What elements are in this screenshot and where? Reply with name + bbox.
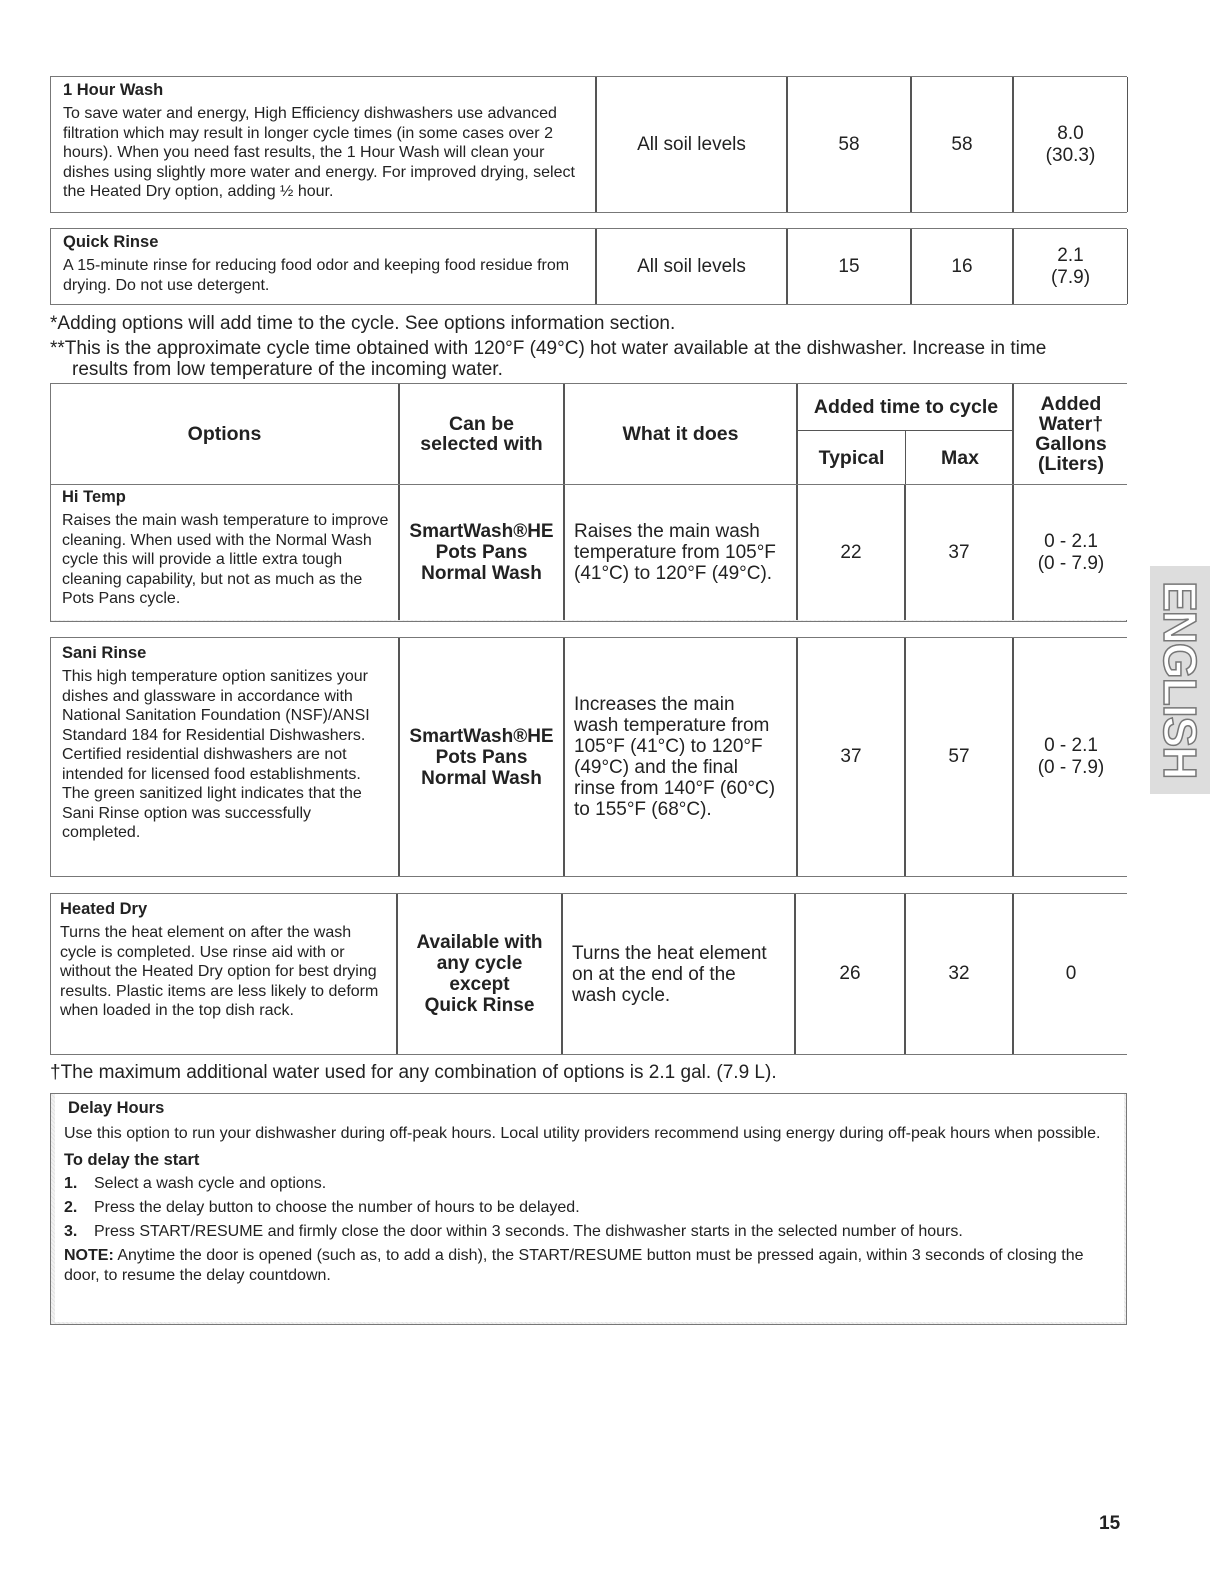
cycle-description-cell [51,229,596,304]
water-cell [1013,229,1128,304]
option-description: This high temperature option sanitizes your dishes and glassware in accordance with National Sanitation Foundation (NSF)/ANSI Standard 184 for Residential Dishwashers. Certified residential dishwashers are not intended for licensed food establishments. The green sanitized light indicates that the Sani Rinse option was successfully completed. [62,668,370,841]
step-number: 2. [64,1199,78,1216]
water-liters: (0 - 7.9) [1037,757,1105,778]
typical-time-cell [787,77,911,212]
typical-time-cell [787,229,911,304]
option-title: Sani Rinse [62,644,147,662]
typical-time-cell [797,638,905,876]
step-number: 1. [64,1175,78,1192]
selected-with-cell [399,485,564,620]
typical-time: 37 [840,746,862,767]
language-side-tab [1150,566,1210,794]
water-gallons: 8.0 [1057,122,1084,144]
delay-hours-content [55,1094,1124,1322]
cycle-title: 1 Hour Wash [63,81,164,99]
step-text: Press the delay button to choose the number of hours to be delayed. [94,1199,580,1216]
selectable-cycle: any cycle [436,953,523,974]
typical-time: 58 [838,133,860,155]
delay-step [64,1222,1112,1242]
options-header-cell [51,384,399,484]
max-time: 57 [948,746,970,767]
max-time-cell [911,77,1013,212]
typical-time: 22 [840,541,862,563]
selected-with-label: selected with [420,433,543,455]
delay-step [64,1198,1112,1218]
max-time-cell [911,229,1013,304]
delay-steps-list [64,1174,1112,1242]
added-water-line2: Water† [1038,413,1104,435]
option-description-cell [51,638,399,876]
cycle-row-quick-rinse [50,228,1127,305]
water-cell [1013,485,1128,620]
what-it-does-cell [564,485,797,620]
max-time: 37 [948,541,970,563]
max-time: 32 [948,963,970,984]
added-time-header-cell [797,384,1013,484]
cycle-time-footnote-line1: **This is the approximate cycle time obtained with 120°F (49°C) hot water available at the dishwasher. Increase in time [50,338,1047,359]
selected-with-cell [397,894,562,1054]
delay-hours-intro: Use this option to run your dishwasher during off-peak hours. Local utility providers recommend using energy during off-peak hours when possible. [64,1125,1101,1142]
water-cell [1013,638,1128,876]
typical-time-cell [795,894,905,1054]
added-water-line3: Gallons [1035,433,1107,455]
selectable-cycle: Quick Rinse [424,995,535,1016]
water-gallons: 0 - 2.1 [1044,530,1098,552]
selected-with-header-cell [399,384,564,484]
typical-time: 26 [839,963,861,984]
selectable-cycle: Available with [416,932,543,953]
typical-time-cell [797,485,905,620]
option-description-cell [51,485,399,620]
option-effect: Raises the main wash temperature from 105°F (41°C) to 120°F (49°C). [574,521,776,584]
selectable-cycle: SmartWash®HE [409,725,554,747]
delay-start-subtitle: To delay the start [64,1151,200,1169]
note-text: Anytime the door is opened (such as, to add a dish), the START/RESUME button must be pressed again, within 3 seconds of closing the door, to resume the delay countdown. [64,1247,1084,1284]
what-it-does-header-cell [564,384,797,484]
cycle-row-1-hour-wash [50,76,1127,213]
cycle-title: Quick Rinse [63,233,159,251]
soil-level-cell [596,77,787,212]
what-it-does-header: What it does [622,423,739,445]
note-label: NOTE: [64,1247,114,1264]
water-liters: (7.9) [1050,266,1091,288]
water-amount: 0 [1065,963,1077,984]
water-cell [1013,77,1128,212]
options-footnote: *Adding options will add time to the cycle. See options information section. [50,313,676,334]
soil-level: All soil levels [637,255,746,277]
added-water-header-cell [1013,384,1128,484]
selected-with-cell [399,638,564,876]
selectable-cycle: except [449,974,510,995]
delay-step [64,1174,1112,1194]
page-number: 15 [1099,1513,1121,1534]
water-gallons: 0 - 2.1 [1044,735,1098,756]
cycle-time-footnote-line2: results from low temperature of the incoming water. [72,359,503,380]
selectable-cycle: Normal Wash [421,563,542,584]
water-footnote: †The maximum additional water used for any combination of options is 2.1 gal. (7.9 L). [50,1062,777,1083]
cycle-description: A 15-minute rinse for reducing food odor and keeping food residue from drying. Do not use detergent. [63,257,570,294]
cycle-description: To save water and energy, High Efficiency dishwashers use advanced filtration which may result in longer cycle times (in some cases over 2 hours). When you need fast results, the 1 Hour Wash will clean your dishes using slightly more water and energy. For improved drying, select the Heated Dry option, adding ½ hour. [63,105,575,200]
delay-hours-section [50,1093,1127,1325]
added-water-line1: Added [1040,393,1102,415]
typical-time: 15 [838,255,860,277]
options-header: Options [187,423,262,445]
option-description: Turns the heat element on after the wash cycle is completed. Use rinse aid with or without the Heated Dry option for best drying results. Plastic items are less likely to deform when loaded in the top dish rack. [60,924,379,1019]
added-water-line4: (Liters) [1037,453,1105,475]
cycle-description-cell [51,77,596,212]
step-text: Select a wash cycle and options. [94,1175,327,1192]
can-be-label: Can be [448,413,514,435]
step-text: Press START/RESUME and firmly close the door within 3 seconds. The dishwasher starts in the selected number of hours. [94,1223,963,1240]
option-title: Hi Temp [62,488,126,506]
soil-level: All soil levels [637,133,746,155]
max-header: Max [941,446,979,469]
selectable-cycle: Pots Pans [435,746,528,768]
options-table-header [50,383,1127,485]
option-effect: Turns the heat element on at the end of the wash cycle. [572,942,767,1006]
option-row-heated-dry [50,893,1127,1055]
water-liters: (30.3) [1045,144,1096,166]
water-gallons: 2.1 [1057,244,1084,266]
option-row-hi-temp [50,485,1127,622]
delay-note [64,1246,1112,1286]
option-title: Heated Dry [60,900,148,918]
what-it-does-cell [564,638,797,876]
language-label: ENGLISH [1154,581,1206,779]
option-description: Raises the main wash temperature to improve cleaning. When used with the Normal Wash cycle this will provide a little extra tough cleaning capability, but not as much as the Pots Pans cycle. [62,512,389,607]
what-it-does-cell [562,894,795,1054]
selectable-cycle: SmartWash®HE [409,521,554,542]
typical-header: Typical [818,446,885,469]
option-description-cell [51,894,397,1054]
selectable-cycle: Pots Pans [435,542,528,563]
added-time-header: Added time to cycle [813,396,999,418]
step-number: 3. [64,1223,78,1240]
max-time-cell [905,894,1013,1054]
soil-level-cell [596,229,787,304]
option-row-sani-rinse [50,637,1127,877]
selectable-cycle: Normal Wash [421,767,542,789]
water-cell [1013,894,1128,1054]
max-time-cell [905,638,1013,876]
delay-hours-title: Delay Hours [68,1099,165,1117]
option-effect: Increases the main wash temperature from 105°F (41°C) to 120°F (49°C) and the final rinse from 140°F (60°C) to 155°F (68°C). [574,694,776,820]
max-time-cell [905,485,1013,620]
max-time: 16 [951,255,973,277]
max-time: 58 [951,133,973,155]
water-liters: (0 - 7.9) [1037,552,1105,574]
